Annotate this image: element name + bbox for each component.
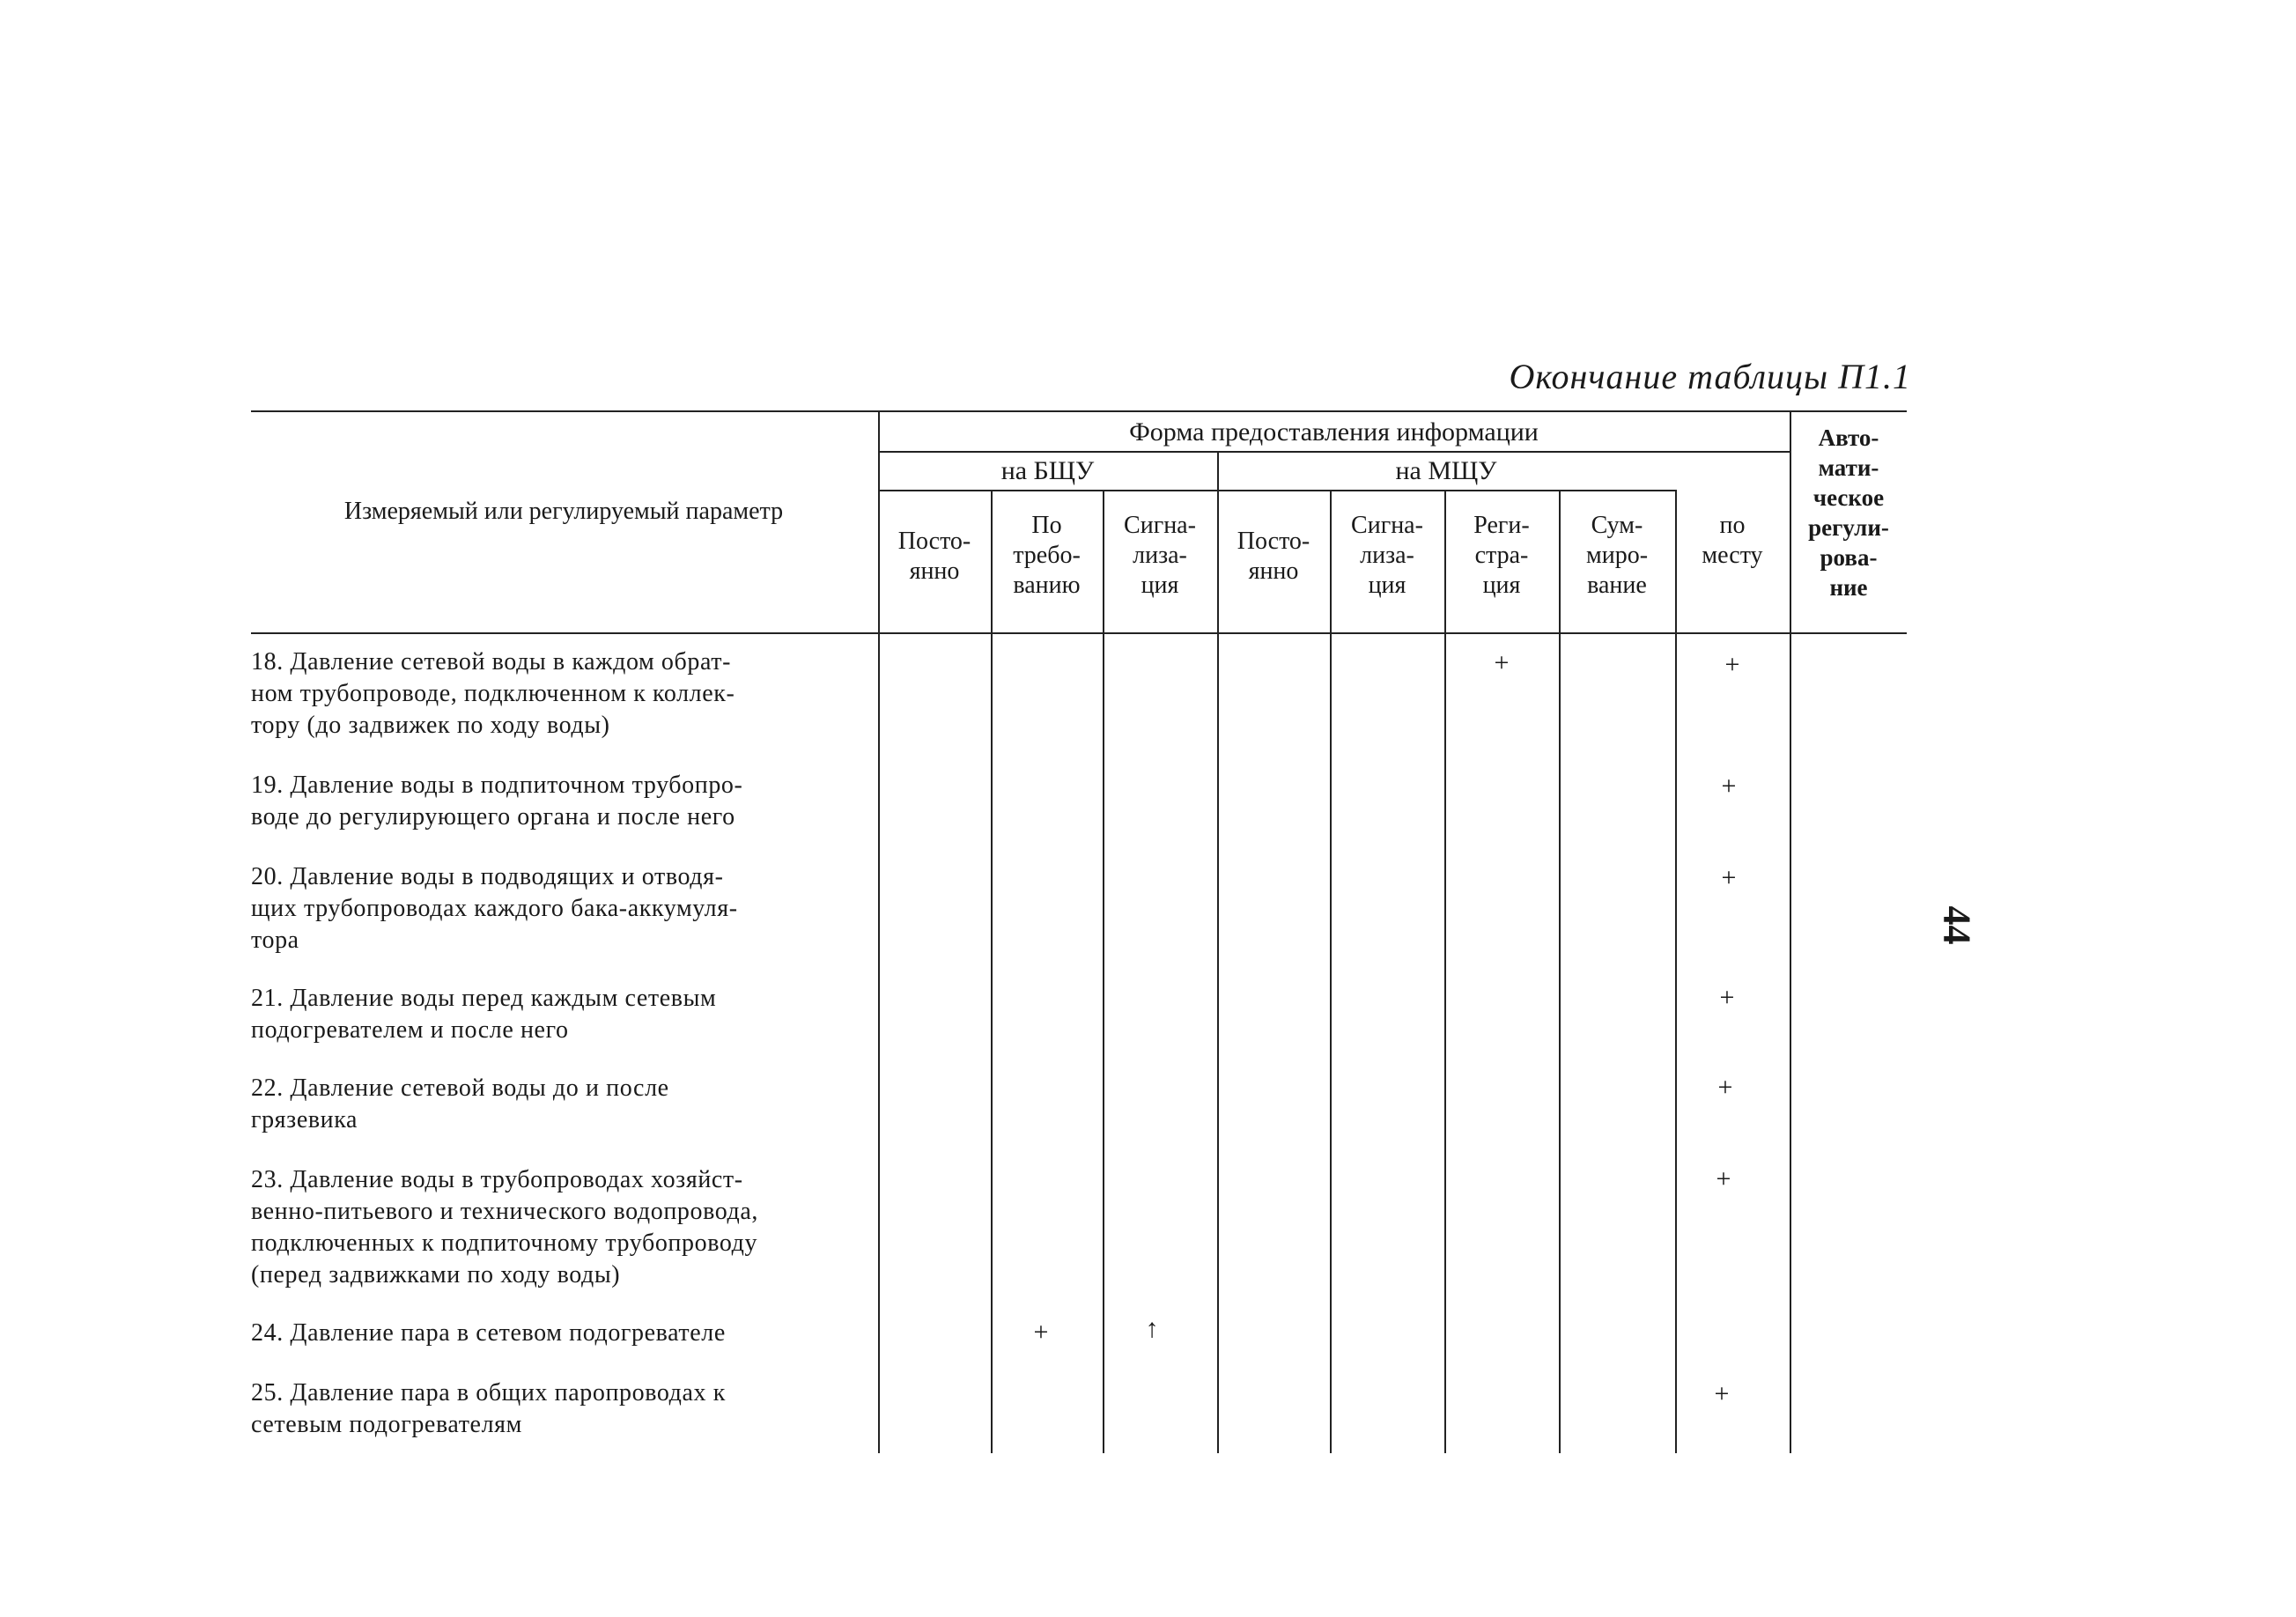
row-18-registration-mark: + xyxy=(1494,648,1510,677)
table-row-21: 21. Давление воды перед каждым сетевым подогревателем и после него xyxy=(251,985,717,1044)
header-bottom-rule xyxy=(251,632,1907,634)
row-21-local-mark: + xyxy=(1719,983,1735,1012)
table-caption: Окончание таблицы П1.1 xyxy=(1509,357,1911,396)
divider-b1 xyxy=(991,490,993,1453)
table-row-24: 24. Давление пара в сетевом подогревателе xyxy=(251,1319,726,1347)
header-m-const: Посто- янно xyxy=(1237,528,1310,585)
row-25-local-mark: + xyxy=(1714,1379,1730,1408)
row-19-local-mark: + xyxy=(1721,772,1737,801)
page-number: 44 xyxy=(1935,905,1979,945)
header-m-summation: Сум- миро- вание xyxy=(1585,512,1649,599)
header-local: по месту xyxy=(1702,512,1763,569)
header-b-signal: Сигна- лиза- ция xyxy=(1124,512,1196,599)
divider-m4 xyxy=(1675,490,1677,1453)
divider-m1 xyxy=(1330,490,1332,1453)
row-23-local-mark: + xyxy=(1716,1164,1731,1193)
header-b-demand: По требо- ванию xyxy=(1013,512,1081,599)
table-row-22: 22. Давление сетевой воды до и после грязевика xyxy=(251,1074,669,1133)
divider-m2 xyxy=(1444,490,1446,1453)
row-24-demand-mark: + xyxy=(1033,1318,1049,1347)
subgroup-rule-mshu xyxy=(1217,490,1675,491)
table-top-rule xyxy=(251,410,1907,412)
table-row-20: 20. Давление воды в подводящих и отводя- щих трубопроводах каждого бака-аккумуля- тора xyxy=(251,863,738,954)
divider-b2 xyxy=(1103,490,1104,1453)
header-auto-regulation: Авто- мати- ческое регули- рова- ние xyxy=(1808,425,1889,601)
header-param: Измеряемый или регулируемый параметр xyxy=(343,498,784,525)
row-18-local-mark: + xyxy=(1724,650,1740,679)
header-bshu: на БЩУ xyxy=(1000,456,1095,485)
header-b-const: Посто- янно xyxy=(897,528,971,585)
header-group-title: Форма предоставления информации xyxy=(1129,417,1539,447)
header-m-signal: Сигна- лиза- ция xyxy=(1351,512,1423,599)
divider-m3 xyxy=(1559,490,1561,1453)
table-row-23: 23. Давление воды в трубопроводах хозяйст- венно-питьевого и технического водопровода, подключенных к подпиточному трубопроводу (перед задвижками по ходу воды) xyxy=(251,1166,758,1288)
subgroup-rule-bshu xyxy=(878,490,1217,491)
table-row-25: 25. Давление пара в общих паропроводах к сетевым подогревателям xyxy=(251,1379,726,1438)
group-title-rule xyxy=(878,451,1790,453)
divider-bm xyxy=(1217,451,1219,1453)
table-row-18: 18. Давление сетевой воды в каждом обрат- ном трубопроводе, подключенном к коллек- тору (до задвижек по ходу воды) xyxy=(251,648,735,739)
row-22-local-mark: + xyxy=(1717,1073,1733,1102)
header-mshu: на МЩУ xyxy=(1395,456,1497,485)
header-m-registration: Реги- стра- ция xyxy=(1473,512,1530,599)
row-24-signal-mark: ↑ xyxy=(1145,1314,1159,1343)
table-row-19: 19. Давление воды в подпиточном трубопро- воде до регулирующего органа и после него xyxy=(251,772,743,831)
row-20-local-mark: + xyxy=(1721,863,1737,892)
